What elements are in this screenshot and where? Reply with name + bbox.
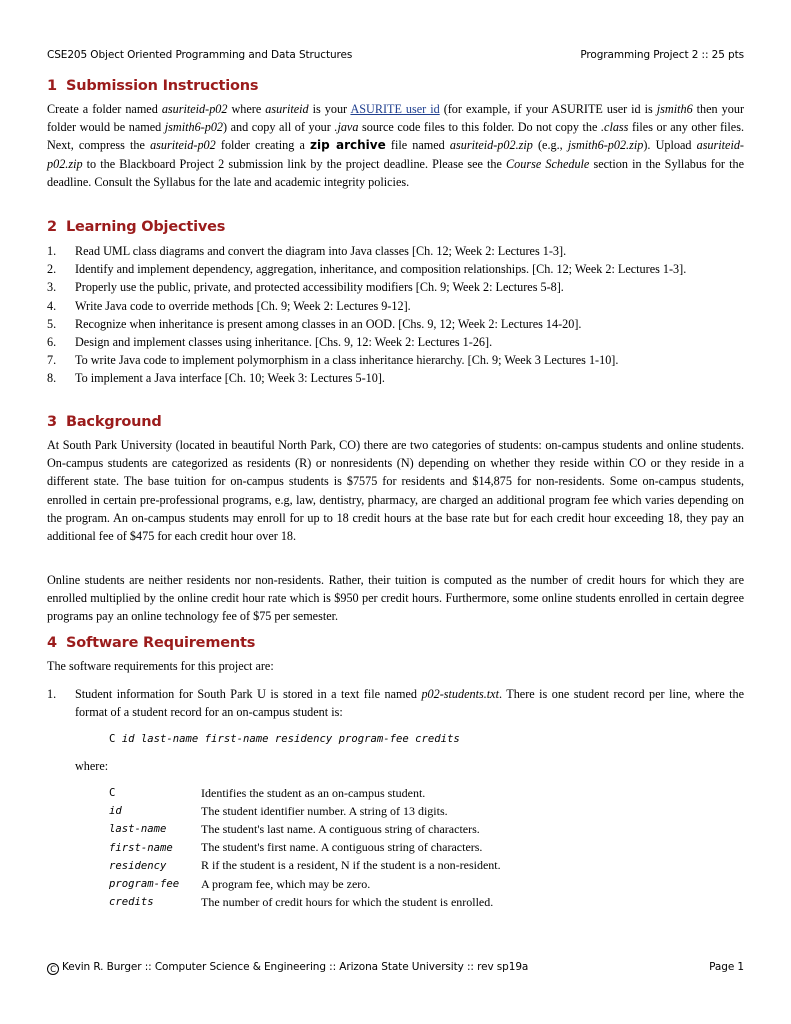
course-schedule-term: Course Schedule [506,156,590,171]
paragraph-text: The software requirements for this project are: [47,659,274,673]
asurite-id-term: asuriteid [265,102,309,116]
folder-name: asuriteid-p02 [161,102,228,116]
section-number: 1 [47,78,57,94]
field-description: The number of credit hours for which the student is enrolled. [201,894,494,909]
text: is your [308,102,351,116]
background-paragraph-1 [47,436,744,545]
section-number: 2 [47,219,57,235]
format-type-code: C [109,733,116,745]
list-item [47,351,744,369]
text: file named [385,138,450,153]
item-text: . There is one student record per line, where the format of a student record for an on-campus student is: [75,687,744,720]
item-text: Student information for South Park U is stored in a text file named [75,687,422,701]
list-item [47,315,744,333]
table-row [109,839,501,857]
text: ) and copy all of your [223,120,335,135]
requirements-intro [47,657,744,675]
item-text: To implement a Java interface [Ch. 10; Week 3: Lectures 5-10]. [75,371,385,386]
item-number: 1. [47,244,57,258]
text: source code files to this folder. Do not copy the [358,120,601,135]
field-description: A program fee, which may be zero. [201,876,371,891]
submission-instructions-paragraph [47,100,744,191]
item-number: 3. [47,280,57,295]
item-number: 7. [47,353,57,368]
section-number: 3 [47,414,57,430]
section-number: 4 [47,635,57,651]
item-text: Write Java code to override methods [Ch. 9; Week 2: Lectures 9-12]. [75,298,411,313]
text: where [227,102,266,116]
text: (e.g., [532,138,568,153]
table-row [109,875,501,893]
section-heading-background [47,414,162,430]
list-item [47,278,744,296]
section-title: Software Requirements [66,635,256,651]
item-text: To write Java code to implement polymorphism in a class inheritance hierarchy. [Ch. 9; Week 3 Lectures 1-10]. [75,353,619,368]
item-text: Design and implement classes using inheritance. [Chs. 9, 12: Week 2: Lectures 1-26]. [75,335,493,350]
text: folder creating a [215,138,311,153]
example-zip-name: jsmith6-p02.zip [567,138,644,153]
list-item [47,685,744,721]
table-row [109,857,501,875]
field-key: last-name [109,823,167,836]
field-key: first-name [109,841,173,854]
list-item [47,242,744,260]
section-heading-objectives [47,219,225,235]
text: then your folder would be named [47,102,744,135]
item-number: 4. [47,298,57,313]
field-key: credits [109,896,154,909]
record-format-line [109,733,460,745]
item-number: 8. [47,371,57,386]
background-paragraph-2 [47,571,744,626]
example-folder-name: jsmith6-p02 [164,120,224,135]
text: to the Blackboard Project 2 submission link by the project deadline. Please see the [82,156,507,171]
copyright-icon: C [47,963,59,975]
footer-credits [47,961,528,975]
paragraph-text: where: [75,759,109,773]
section-heading-requirements [47,635,255,651]
requirements-list [47,685,744,721]
zip-file-name: asuriteid-p02.zip [449,138,533,153]
field-key: residency [109,859,167,872]
field-description: The student identifier number. A string of 13 digits. [201,803,448,818]
list-item [47,297,744,315]
students-file-name: p02-students.txt [421,687,499,701]
field-key: C [109,787,116,800]
list-item [47,333,744,351]
section-title: Learning Objectives [66,219,226,235]
item-number: 2. [47,262,57,277]
page-number: Page 1 [709,961,744,973]
paragraph-text: At South Park University (located in beautiful North Park, CO) there are two categories of students: on-campus students and online students. On-campus students are categorized as residents (R) or nonresidents (N) depending on whether they reside within CO or they reside in a different state. The base tuition for on-campus students is $7575 for residents and $14,875 for non-residents. Some on-campus students, enrolled in certain pre-professional programs, e.g, law, dentistry, pharmacy, are charged an additional program fee which varies depending on the program. An on-campus students may enroll for up to 18 credit hours at the base rate but for each credit hour exceeding 18, they pay an additional fee of $475 for each credit hour over 18. [47,438,744,544]
asurite-user-id-link[interactable]: ASURITE user id [350,102,440,116]
table-row [109,784,501,802]
folder-name: asuriteid-p02 [150,138,216,153]
item-text: Properly use the public, private, and protected accessibility modifiers [Ch. 9; Week 2: Lectures 5-8]. [75,280,564,295]
record-fields-table [109,784,501,911]
example-user-id: jsmith6 [656,102,693,116]
item-text: Identify and implement dependency, aggregation, inheritance, and composition relationships. [Ch. 12; Week 2: Lectures 1-3]. [75,262,687,277]
text: ). Upload [643,138,697,153]
item-number: 1. [47,687,57,701]
item-text: Recognize when inheritance is present among classes in an OOD. [Chs. 9, 12; Week 2: Lectures 14-20]. [75,316,582,331]
learning-objectives-list [47,242,744,388]
table-row [109,820,501,838]
field-key: program-fee [109,878,180,891]
section-title: Submission Instructions [66,78,259,94]
footer-text: Kevin R. Burger :: Computer Science & Engineering :: Arizona State University :: rev sp19a [62,961,529,973]
table-row [109,802,501,820]
format-fields: id last-name first-name residency program-fee credits [115,733,460,745]
list-item [47,369,744,387]
zip-archive-term: zip archive [310,138,386,153]
where-label [75,757,375,775]
zip-file-name: asuriteid-p02.zip [47,138,744,171]
item-number: 6. [47,335,57,350]
paragraph-text: Online students are neither residents nor non-residents. Rather, their tuition is computed as the number of credit hours for which they are enrolled multiplied by the online credit hour rate which is $950 per credit hours. Furthermore, some online students enrolled in certain degree programs pay an online technology fee of $75 per semester. [47,573,744,624]
running-header-course: CSE205 Object Oriented Programming and Data Structures [47,49,353,61]
field-description: The student's first name. A contiguous string of characters. [201,840,483,855]
text: Create a folder named [47,102,162,116]
field-description: R if the student is a resident, N if the student is a non-resident. [201,858,501,873]
class-extension: .class [600,120,629,135]
table-row [109,893,501,911]
text: section in the Syllabus for the deadline. Consult the Syllabus for the late and academic integrity policies. [47,156,744,189]
section-title: Background [66,414,162,430]
list-item [47,260,744,278]
java-extension: .java [334,120,359,135]
field-description: The student's last name. A contiguous string of characters. [201,821,480,836]
running-header-project: Programming Project 2 :: 25 pts [580,49,744,61]
text: (for example, if your ASURITE user id is [439,102,657,116]
text: files or any other files. Next, compress the [47,120,744,153]
field-key: id [109,805,122,818]
section-heading-submission [47,78,258,94]
field-description: Identifies the student as an on-campus student. [201,785,426,800]
item-number: 5. [47,316,57,331]
item-text: Read UML class diagrams and convert the diagram into Java classes [Ch. 12; Week 2: Lectures 1-3]. [75,244,567,258]
